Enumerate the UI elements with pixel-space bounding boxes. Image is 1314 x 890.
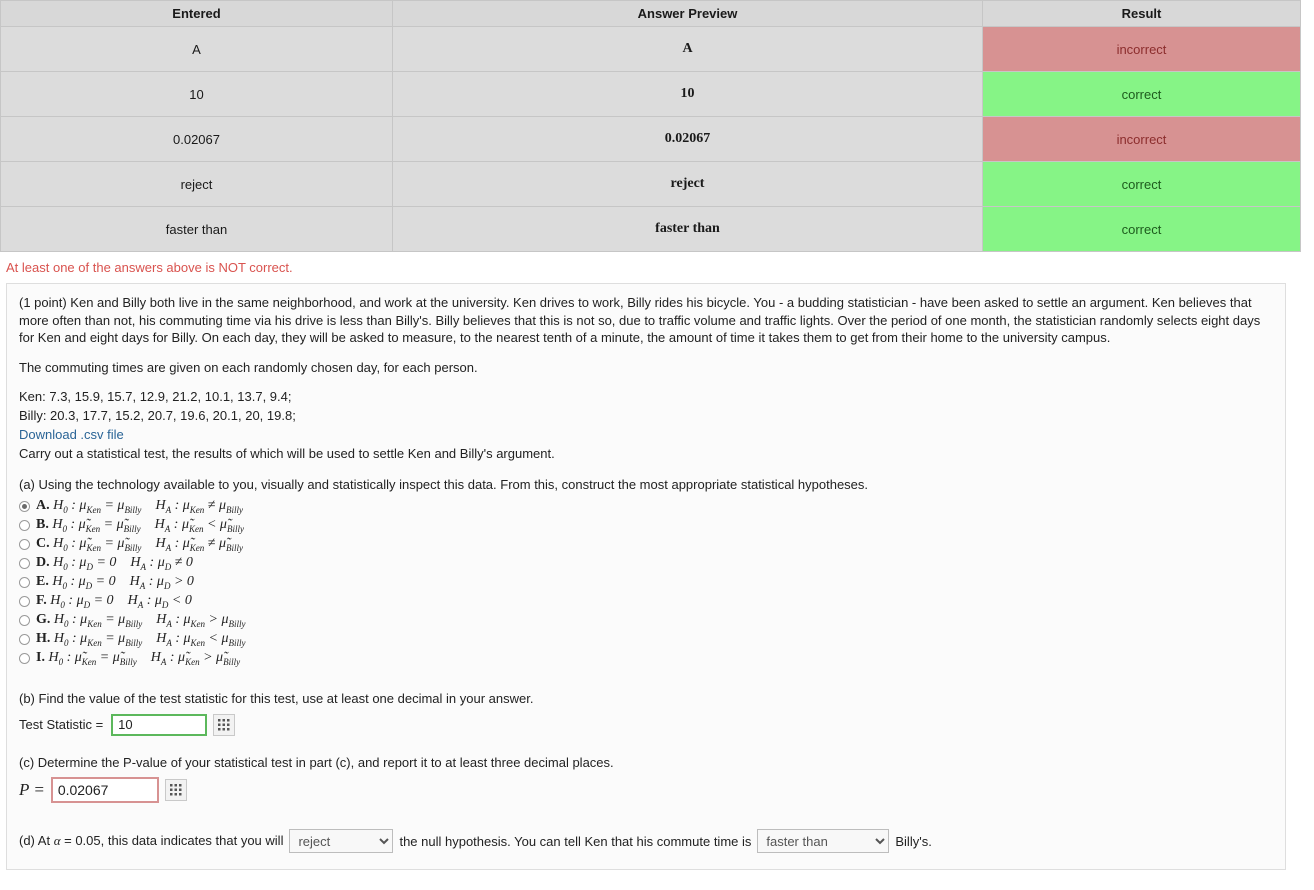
entered-value: reject [1,162,393,207]
part-c-answer-row [19,777,1273,803]
choice-b[interactable]: B. $H_0$ : $\mũ_{Ken}$ = $\mũ_{Billy}$ $H_A$ : $\mũ_{Ken}$ < $\mũ_{Billy}$ [19,516,1273,535]
choice-e[interactable]: E. $H_0$ : $\mu_D = 0$ $H_A$ : $\mu_D > 0$ [19,573,1273,592]
status-badge: incorrect [983,117,1301,162]
download-csv-link[interactable]: Download .csv file [19,426,124,442]
column-header-entered: Entered [1,1,393,27]
warning-message: At least one of the answers above is NOT correct. [6,260,293,275]
choice-i[interactable]: I. $H_0$ : $\mũ_{Ken}$ = $\mũ_{Billy}$ $H_A$ : $\mũ_{Ken}$ > $\mũ_{Billy}$ [19,649,1273,668]
status-badge: correct [983,72,1301,117]
p-value-input[interactable] [51,777,159,803]
radio-icon[interactable] [19,653,30,664]
choice-letter: H. [36,631,51,647]
choice-g[interactable]: G. $H_0$ : $\mu_{Ken} = \mu_{Billy}$ $H_A$ : $\mu_{Ken} > \mu_{Billy}$ [19,611,1273,630]
answer-preview: faster than [393,207,983,252]
entered-value: A [1,27,393,72]
test-statistic-label: Test Statistic = [19,717,104,733]
entered-value: faster than [1,207,393,252]
choice-c[interactable]: C. $H_0$ : $\mũ_{Ken}$ = $\mũ_{Billy}$ $H_A$ : $\mũ_{Ken}$ ≠ $\mũ_{Billy}$ [19,535,1273,554]
comparison-select[interactable] [757,829,889,853]
column-header-answer-preview: Answer Preview [393,1,983,27]
answer-preview: 0.02067 [393,117,983,162]
table-row [1,207,1301,252]
part-d-text-after: Billy's. [895,833,932,849]
part-b-answer-row [19,714,1273,736]
radio-icon[interactable] [19,634,30,645]
table-header-row [1,1,1301,27]
entered-value: 0.02067 [1,117,393,162]
keypad-icon[interactable] [165,779,187,801]
choice-f[interactable]: F. $H_0$ : $\mu_D = 0$ $H_A$ : $\mu_D < 0$ [19,592,1273,611]
status-badge: correct [983,207,1301,252]
answer-preview: A [393,27,983,72]
results-table [0,0,1301,252]
radio-icon[interactable] [19,577,30,588]
column-header-result: Result [983,1,1301,27]
choice-letter: I. [36,650,45,666]
part-d-row [19,829,1273,853]
radio-icon[interactable] [19,539,30,550]
table-row [1,162,1301,207]
choice-letter: E. [36,574,49,590]
choice-letter: F. [36,593,47,609]
answer-preview: 10 [393,72,983,117]
ken-data: Ken: 7.3, 15.9, 15.7, 12.9, 21.2, 10.1, 13.7, 9.4; [19,389,292,405]
carry-out-text: Carry out a statistical test, the results of which will be used to settle Ken and Billy's argument. [19,445,555,461]
part-b-prompt: (b) Find the value of the test statistic for this test, use at least one decimal in your answer. [19,691,534,707]
radio-icon[interactable] [19,501,30,512]
part-d-text-middle: the null hypothesis. You can tell Ken that his commute time is [399,833,752,849]
choice-letter: A. [36,498,50,514]
part-c-prompt: (c) Determine the P-value of your statistical test in part (c), and report it to at least three decimal places. [19,754,614,770]
table-row [1,72,1301,117]
hypothesis-choices [19,497,1273,668]
radio-icon[interactable] [19,558,30,569]
entered-value: 10 [1,72,393,117]
choice-d[interactable]: D. $H_0$ : $\mu_D = 0$ $H_A$ : $\mu_D \ne 0$ [19,554,1273,573]
radio-icon[interactable] [19,520,30,531]
choice-h[interactable]: H. $H_0$ : $\mu_{Ken} = \mu_{Billy}$ $H_A$ : $\mu_{Ken} < \mu_{Billy}$ [19,630,1273,649]
choice-letter: C. [36,536,50,552]
problem-note: The commuting times are given on each randomly chosen day, for each person. [19,359,478,375]
p-value-label: P = [19,780,45,800]
table-row [1,117,1301,162]
status-badge: correct [983,162,1301,207]
table-row [1,27,1301,72]
radio-icon[interactable] [19,596,30,607]
problem-intro: (1 point) Ken and Billy both live in the same neighborhood, and work at the university. Ken drives to work, Billy rides his bicycle. You - a budding statistician - have been asked to settle an argument. Ken believes that more often than not, his commuting time via his drive is less than Billy's. Billy believes that this is not so, due to traffic volume and traffic lights. Over the period of one month, the statistician randomly selects eight days for Ken and eight days for Billy. On each day, they will be asked to measure, to the nearest tenth of a minute, the amount of time it takes them to get from their home to the university campus. [19,295,1261,346]
choice-a[interactable]: A. $H_0$ : $\mu_{Ken} = \mu_{Billy}$ $H_A$ : $\mu_{Ken} \ne \mu_{Billy}$ [19,497,1273,516]
part-a-prompt: (a) Using the technology available to you, visually and statistically inspect this data. From this, construct the most appropriate statistical hypotheses. [19,476,869,492]
decision-select[interactable] [289,829,393,853]
test-statistic-input[interactable] [111,714,207,736]
keypad-icon[interactable] [213,714,235,736]
status-badge: incorrect [983,27,1301,72]
answer-preview: reject [393,162,983,207]
choice-letter: D. [36,555,50,571]
choice-letter: G. [36,612,51,628]
problem-panel [6,283,1286,870]
billy-data: Billy: 20.3, 17.7, 15.2, 20.7, 19.6, 20.1, 20, 19.8; [19,408,296,424]
choice-letter: B. [36,517,49,533]
radio-icon[interactable] [19,615,30,626]
part-d-text-before: (d) At α = 0.05, this data indicates that you will [19,833,284,849]
